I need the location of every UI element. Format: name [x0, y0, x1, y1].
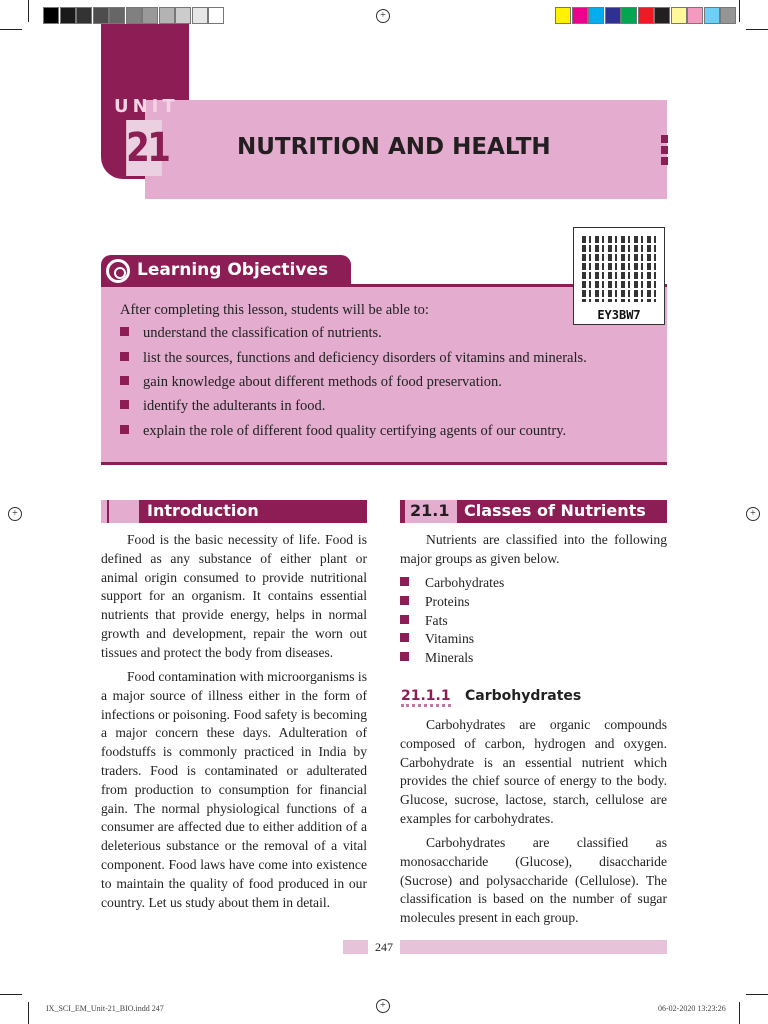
registration-mark-icon: + — [376, 999, 390, 1013]
color-swatch — [60, 7, 76, 24]
color-swatch — [720, 7, 736, 24]
color-swatch — [638, 7, 654, 24]
objective-text: explain the role of different food quality certifying agents of our country. — [143, 423, 567, 439]
footer-bar — [400, 940, 667, 954]
color-swatch — [175, 7, 191, 24]
crop-mark — [28, 1002, 29, 1024]
section-number: 21.1 — [410, 501, 450, 520]
introduction-heading — [101, 500, 367, 523]
objective-item — [120, 398, 325, 415]
registration-mark-icon: + — [746, 507, 760, 521]
objectives-intro: After completing this lesson, students will be able to: — [120, 302, 429, 318]
crop-mark — [28, 0, 29, 22]
list-item — [400, 594, 504, 613]
section-intro: Nutrients are classified into the following major groups as given below. — [400, 532, 667, 566]
color-swatch — [704, 7, 720, 24]
color-swatch — [654, 7, 670, 24]
bullet-icon — [120, 327, 129, 336]
color-swatch — [43, 7, 59, 24]
section-21-1-heading — [400, 500, 667, 523]
list-text: Minerals — [425, 650, 474, 666]
qr-code[interactable] — [573, 227, 665, 325]
color-swatch — [621, 7, 637, 24]
qr-code-label: EY3BW7 — [597, 308, 641, 322]
color-swatch — [159, 7, 175, 24]
objective-text: understand the classification of nutrients. — [143, 325, 382, 341]
chapter-title: NUTRITION AND HEALTH — [237, 134, 551, 160]
print-timestamp: 06-02-2020 13:23:26 — [658, 1004, 726, 1013]
list-text: Proteins — [425, 593, 470, 609]
color-swatch — [192, 7, 208, 24]
footer-bar — [343, 940, 368, 954]
learning-objectives-heading: Learning Objectives — [101, 255, 351, 286]
objective-text: identify the adulterants in food. — [143, 398, 326, 414]
bullet-icon — [400, 615, 409, 624]
color-swatch — [142, 7, 158, 24]
file-slug: IX_SCI_EM_Unit-21_BIO.indd 247 — [46, 1004, 164, 1013]
unit-number: 21 — [126, 120, 162, 176]
crop-mark — [739, 1002, 740, 1024]
crop-mark — [746, 994, 768, 995]
bullet-icon — [120, 400, 129, 409]
objective-item — [120, 423, 566, 440]
bullet-icon — [120, 376, 129, 385]
page-number: 247 — [375, 940, 393, 954]
decor-mark — [661, 135, 668, 143]
color-swatch — [76, 7, 92, 24]
color-swatch — [671, 7, 687, 24]
qr-code-icon — [582, 234, 658, 302]
color-swatch — [588, 7, 604, 24]
intro-paragraph: Food contamination with microorganisms is a major source of illness either in the form of infections or poisoning. Food safety is becoming a major concern these days. Adulteration of foodstuffs is commonly practiced in India by traders. Food is contaminated or adulterated from production to consumption for financial gain. The normal physiological functions of a consumer are affected due to either addition of a deleterious substance or the removal of a vital component. Food laws have come into existence to maintain the quality of food produced in our country. Let us study about them in detail. — [101, 669, 367, 910]
list-text: Fats — [425, 612, 448, 628]
objective-text: gain knowledge about different methods of food preservation. — [143, 374, 502, 390]
bullet-icon — [400, 577, 409, 586]
carbohydrates-paragraph: Carbohydrates are classified as monosaccharide (Glucose), disaccharide (Sucrose) and polysaccharide (Cellulose). The classification is based on the number of sugar molecules present in each group. — [400, 835, 667, 926]
nutrient-list — [400, 575, 504, 669]
color-swatch — [572, 7, 588, 24]
subsection-heading: Carbohydrates — [465, 688, 582, 704]
color-swatch — [555, 7, 571, 24]
color-swatch — [109, 7, 125, 24]
list-item — [400, 631, 504, 650]
color-swatch — [208, 7, 224, 24]
registration-mark-icon: + — [8, 507, 22, 521]
color-swatch — [605, 7, 621, 24]
color-swatch — [126, 7, 142, 24]
intro-paragraph: Food is the basic necessity of life. Food is defined as any substance of either plant or animal origin consumed to provide nutritional support for an organism. It contains essential nutrients that provide energy, helps in normal growth and development, repair the worn out tissues and protect the body from diseases. — [101, 532, 367, 660]
heading-text: Introduction — [147, 501, 259, 520]
objective-item — [120, 350, 587, 367]
decor-mark — [661, 157, 668, 165]
crop-mark — [0, 994, 22, 995]
color-swatch — [687, 7, 703, 24]
objective-text: list the sources, functions and deficiency disorders of vitamins and minerals. — [143, 350, 587, 366]
crop-mark — [746, 29, 768, 30]
crop-mark — [0, 29, 22, 30]
list-item — [400, 575, 504, 594]
crop-mark — [739, 0, 740, 22]
objective-item — [120, 325, 382, 342]
carbohydrates-paragraph: Carbohydrates are organic compounds composed of carbon, hydrogen and oxygen. Carbohydrate is an essential nutrient which provides the chief source of energy to the body. Glucose, sucrose, lactose, starch, cellulose are examples for carbohydrates. — [400, 717, 667, 826]
color-swatch — [93, 7, 109, 24]
unit-label: UNIT — [114, 96, 179, 117]
heading-text: Classes of Nutrients — [464, 501, 646, 520]
objective-item — [120, 374, 502, 391]
bullet-icon — [120, 425, 129, 434]
bullet-icon — [400, 633, 409, 642]
target-icon — [106, 259, 130, 283]
bullet-icon — [400, 652, 409, 661]
list-item — [400, 613, 504, 632]
list-text: Vitamins — [425, 631, 475, 647]
list-text: Carbohydrates — [425, 575, 505, 590]
registration-mark-icon: + — [376, 9, 390, 23]
bullet-icon — [400, 596, 409, 605]
decor-mark — [661, 146, 668, 154]
subsection-number: 21.1.1 — [401, 688, 451, 707]
bullet-icon — [120, 352, 129, 361]
list-item — [400, 650, 504, 669]
